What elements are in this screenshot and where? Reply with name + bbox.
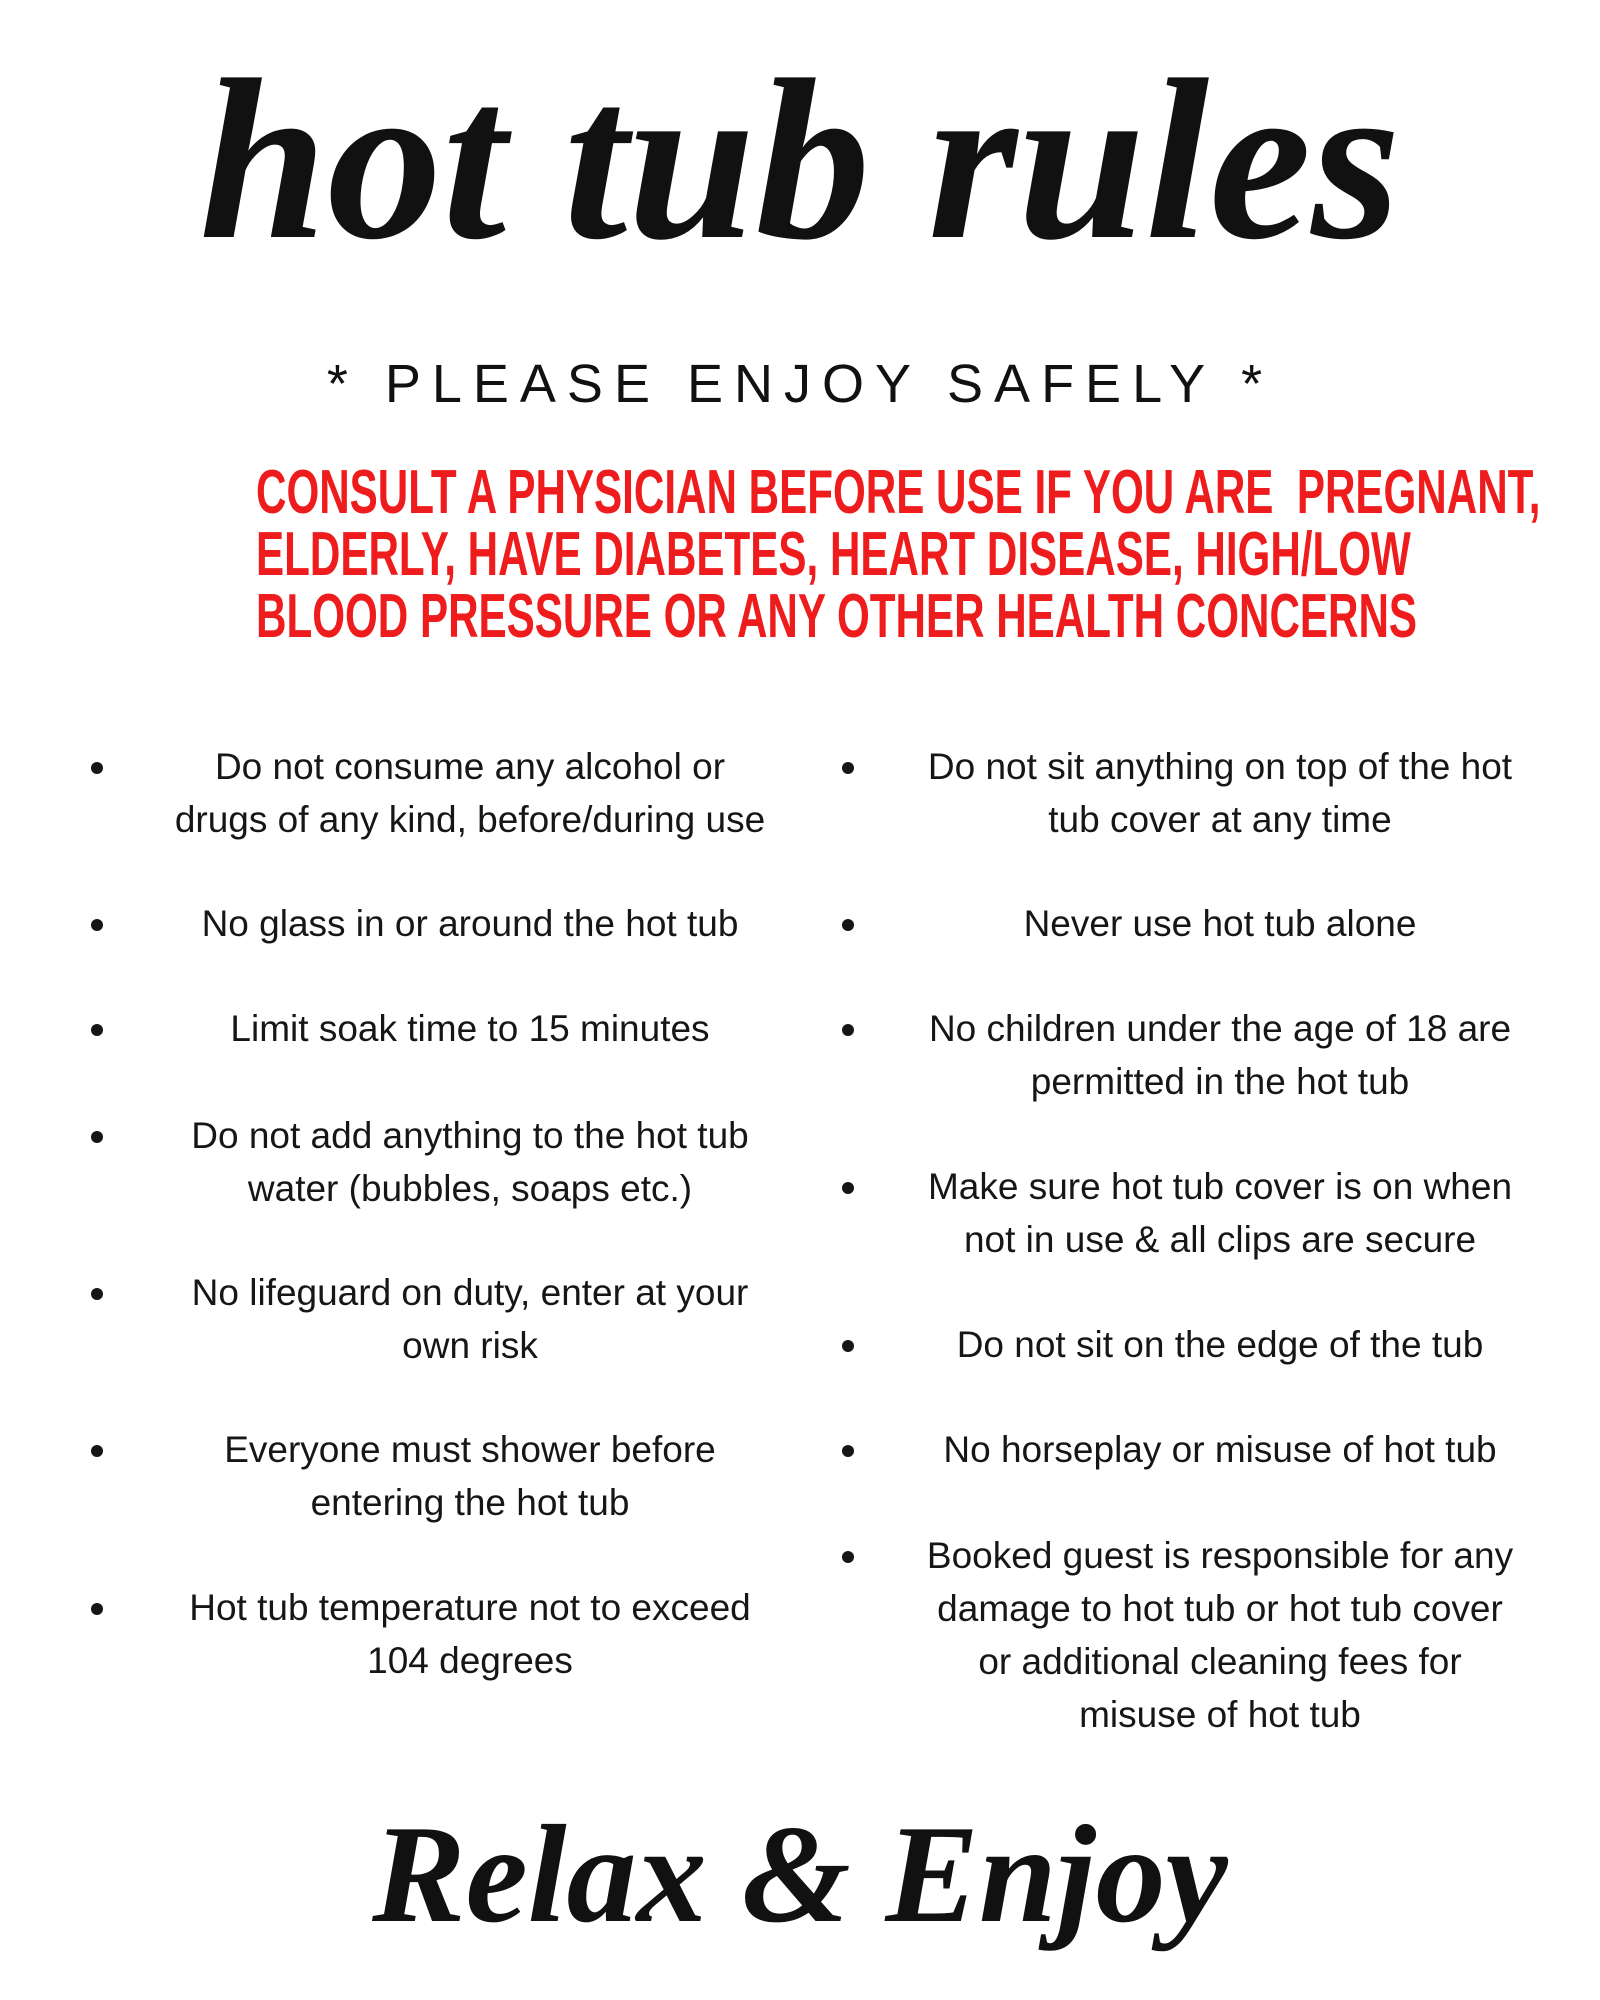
rule-item: No lifeguard on duty, enter at your own risk: [191, 1272, 749, 1366]
bullet-icon: [842, 1340, 854, 1352]
rule-item: Make sure hot tub cover is on when not in use & all clips are secure: [927, 1166, 1513, 1260]
bullet-icon: [842, 762, 854, 774]
page-title: hot tub rules: [199, 32, 1401, 287]
rule-item: No glass in or around the hot tub: [201, 903, 739, 944]
bullet-icon: [91, 1603, 103, 1615]
bullet-icon: [91, 1445, 103, 1457]
rule-item: Do not sit anything on top of the hot tub cover at any time: [927, 746, 1513, 840]
rule-item: No horseplay or misuse of hot tub: [943, 1429, 1497, 1470]
bullet-icon: [91, 1131, 103, 1143]
subtitle: * PLEASE ENJOY SAFELY *: [326, 354, 1274, 414]
bullet-icon: [91, 919, 103, 931]
rule-item: Do not consume any alcohol or drugs of any kind, before/during use: [174, 746, 766, 840]
rule-item: Do not sit on the edge of the tub: [956, 1324, 1484, 1365]
health-warning: CONSULT A PHYSICIAN BEFORE USE IF YOU ARE PREGNANT, ELDERLY, HAVE DIABETES, HEART DISEASE, HIGH/LOW BLOOD PRESSURE OR ANY OTHER HEALTH CONCERNS: [256, 458, 1541, 651]
bullet-icon: [842, 1024, 854, 1036]
bullet-icon: [842, 1182, 854, 1194]
rule-item: Booked guest is responsible for any damage to hot tub or hot tub cover or additional cleaning fees for misuse of hot tub: [926, 1535, 1514, 1735]
bullet-icon: [91, 1024, 103, 1036]
bullet-icon: [842, 919, 854, 931]
rule-item: Limit soak time to 15 minutes: [230, 1008, 710, 1049]
rule-item: Never use hot tub alone: [1023, 903, 1417, 944]
rule-item: No children under the age of 18 are permitted in the hot tub: [928, 1008, 1512, 1102]
rule-item: Everyone must shower before entering the hot tub: [224, 1429, 716, 1523]
rule-item: Do not add anything to the hot tub water (bubbles, soaps etc.): [191, 1115, 749, 1209]
bullet-icon: [91, 762, 103, 774]
bullet-icon: [842, 1445, 854, 1457]
bullet-icon: [842, 1551, 854, 1563]
rule-item: Hot tub temperature not to exceed 104 degrees: [189, 1587, 751, 1681]
bullet-icon: [91, 1288, 103, 1300]
footer-tagline: Relax & Enjoy: [372, 1797, 1228, 1952]
